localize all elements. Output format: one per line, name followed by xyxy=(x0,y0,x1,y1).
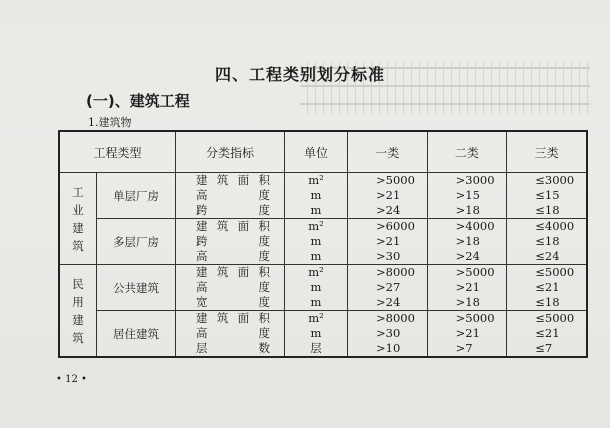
class-3-cell: ≤3000 ≤15 ≤18 xyxy=(507,173,587,219)
unit-cell: m² m m xyxy=(285,219,348,265)
type-cell: 公共建筑 xyxy=(97,265,176,311)
indicator-cell: 建筑面积 高度 层数 xyxy=(176,311,285,358)
indicator-cell: 建筑面积 高度 宽度 xyxy=(176,265,285,311)
class-1-cell: >6000 >21 >30 xyxy=(348,219,428,265)
classification-table xyxy=(58,130,588,358)
header-project-type: 工程类型 xyxy=(59,131,176,173)
class-3-cell: ≤5000 ≤21 ≤7 xyxy=(507,311,587,358)
unit-cell: m² m 层 xyxy=(285,311,348,358)
type-cell: 居住建筑 xyxy=(97,311,176,358)
unit-cell: m² m m xyxy=(285,173,348,219)
page-title: 四、工程类别划分标准 xyxy=(215,65,386,84)
section-heading: (一)、建筑工程 xyxy=(86,92,190,110)
class-2-cell: >3000 >15 >18 xyxy=(427,173,507,219)
table-header-row xyxy=(59,131,587,173)
category-civil: 民 用 建 筑 xyxy=(59,265,97,358)
page-number: • 12 • xyxy=(56,374,87,385)
header-class-1: 一类 xyxy=(348,131,428,173)
type-cell: 单层厂房 xyxy=(97,173,176,219)
header-indicator: 分类指标 xyxy=(176,131,285,173)
header-class-3: 三类 xyxy=(507,131,587,173)
table-row xyxy=(59,219,587,265)
class-2-cell: >5000 >21 >18 xyxy=(427,265,507,311)
unit-cell: m² m m xyxy=(285,265,348,311)
class-2-cell: >5000 >21 >7 xyxy=(427,311,507,358)
indicator-cell: 建筑面积 跨度 高度 xyxy=(176,219,285,265)
table-row xyxy=(59,311,587,358)
table-row xyxy=(59,265,587,311)
header-unit: 单位 xyxy=(285,131,348,173)
class-1-cell: >8000 >27 >24 xyxy=(348,265,428,311)
class-2-cell: >4000 >18 >24 xyxy=(427,219,507,265)
header-class-2: 二类 xyxy=(427,131,507,173)
class-3-cell: ≤4000 ≤18 ≤24 xyxy=(507,219,587,265)
indicator-cell: 建筑面积 高度 跨度 xyxy=(176,173,285,219)
class-1-cell: >8000 >30 >10 xyxy=(348,311,428,358)
category-industrial: 工 业 建 筑 xyxy=(59,173,97,265)
type-cell: 多层厂房 xyxy=(97,219,176,265)
class-1-cell: >5000 >21 >24 xyxy=(348,173,428,219)
table-row xyxy=(59,173,587,219)
subsection-heading: 1.建筑物 xyxy=(88,116,132,129)
class-3-cell: ≤5000 ≤21 ≤18 xyxy=(507,265,587,311)
